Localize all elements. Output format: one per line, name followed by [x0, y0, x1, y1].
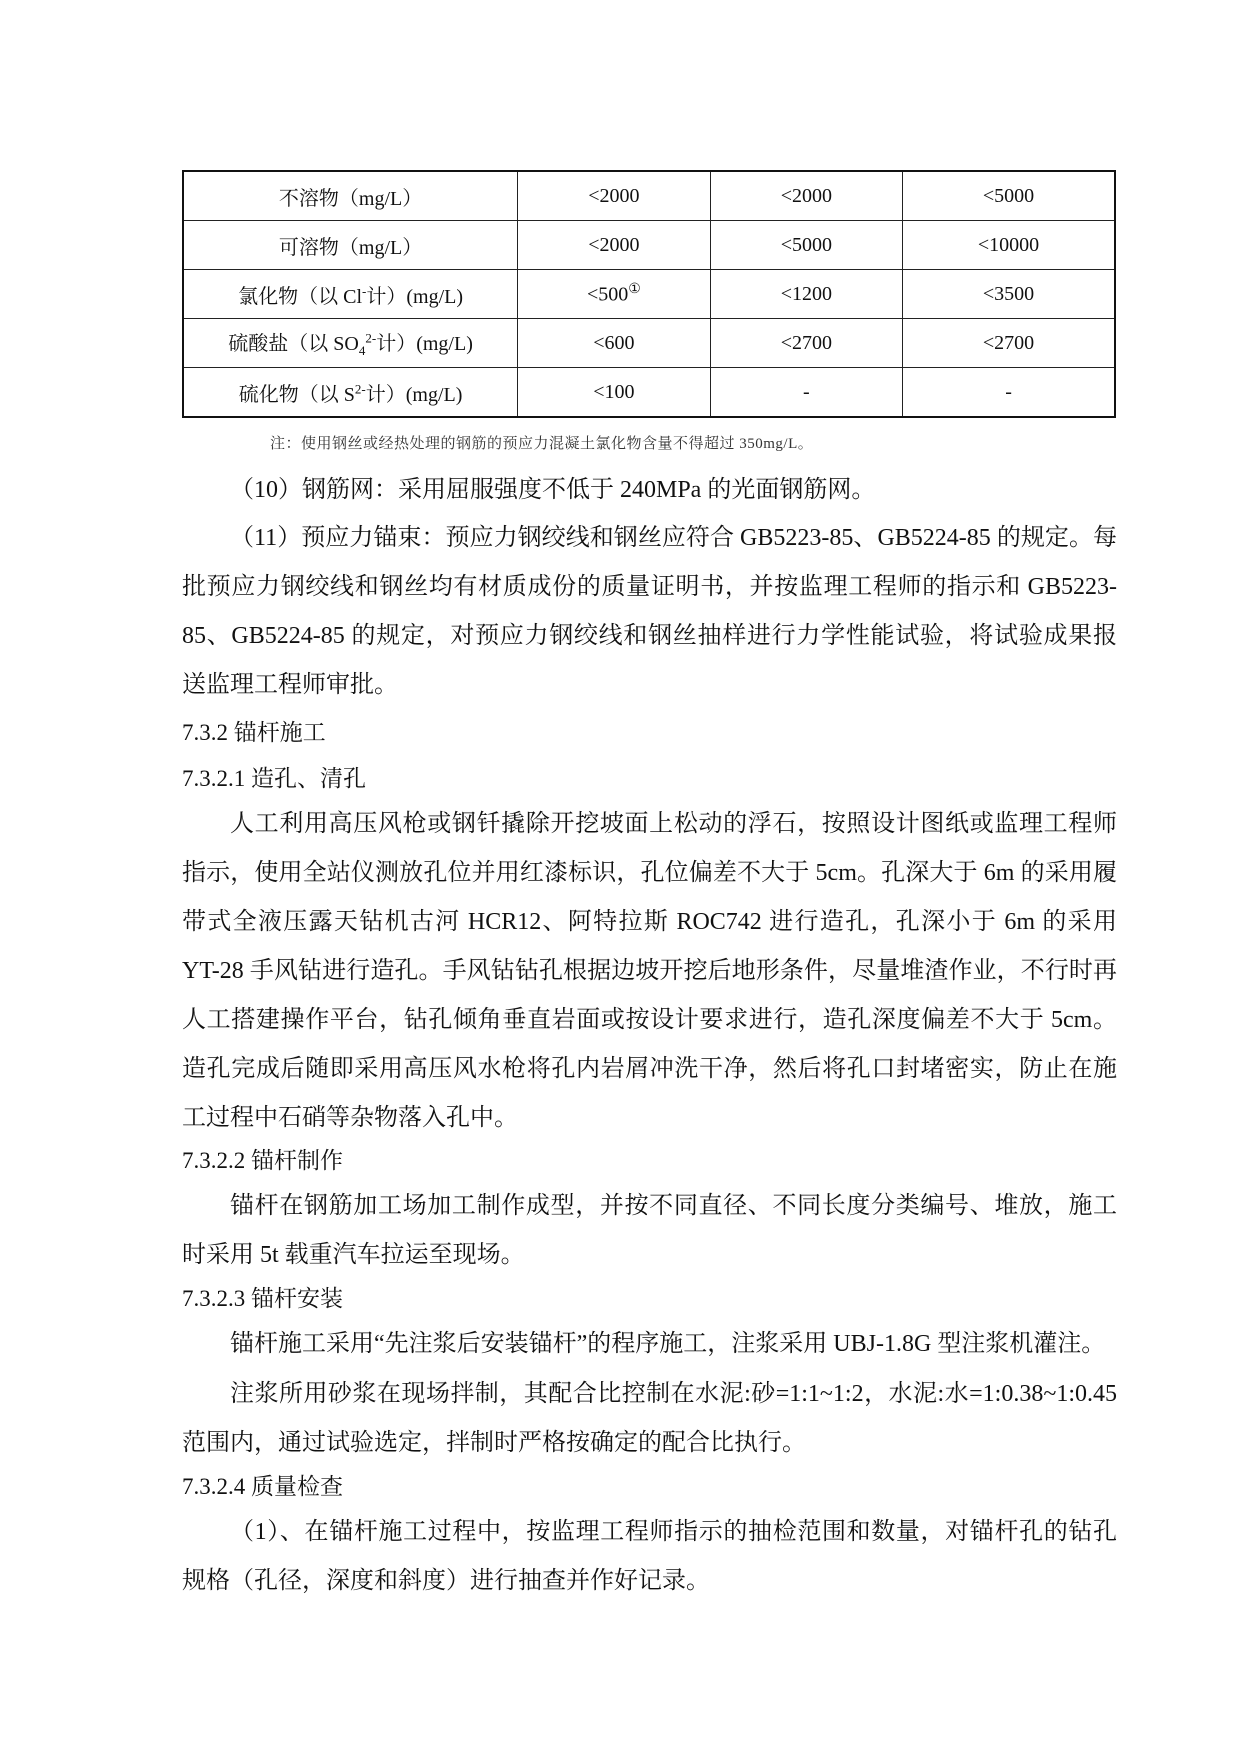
- table-cell: <2700: [903, 319, 1115, 368]
- paragraph-7-3-2-2: 锚杆在钢筋加工场加工制作成型，并按不同直径、不同长度分类编号、堆放，施工时采用 5t 载重汽车拉运至现场。: [182, 1193, 1117, 1268]
- table-cell: -: [903, 368, 1115, 418]
- table-cell: <3500: [903, 270, 1115, 319]
- water-quality-table: [182, 170, 1116, 418]
- table-cell: <500①: [518, 270, 710, 319]
- paragraph-7-3-2-3a: 锚杆施工采用“先注浆后安装锚杆”的程序施工，注浆采用 UBJ-1.8G 型注浆机灌注。: [230, 1331, 1106, 1357]
- table-footnote: 注：使用钢丝或经热处理的钢筋的预应力混凝土氯化物含量不得超过 350mg/L。: [270, 436, 814, 452]
- table-cell: <2000: [710, 171, 902, 221]
- row-label: 可溶物（mg/L）: [183, 221, 518, 270]
- paragraph-7-3-2-1: 人工利用高压风枪或钢钎撬除开挖坡面上松动的浮石，按照设计图纸或监理工程师指示，使用全站仪测放孔位并用红漆标识，孔位偏差不大于 5cm。孔深大于 6m 的采用履带式全液压露天钻机古河 HCR12、阿特拉斯 ROC742 进行造孔，孔深小于 6m 的采用 YT-28 手风钻进行造孔。手风钻钻孔根据边坡开挖后地形条件，尽量堆渣作业，不行时再人工搭建操作平台，钻孔倾角垂直岩面或按设计要求进行，造孔深度偏差不大于 5cm。造孔完成后随即采用高压风水枪将孔内岩屑冲洗干净，然后将孔口封堵密实，防止在施工过程中石硝等杂物落入孔中。: [182, 811, 1117, 1131]
- table-row: [183, 319, 1115, 368]
- table-cell: <2000: [518, 171, 710, 221]
- section-heading-7-3-2-1: 7.3.2.1 造孔、清孔: [182, 766, 366, 791]
- table-row: [183, 270, 1115, 319]
- table-cell: <2000: [518, 221, 710, 270]
- table-cell: <10000: [903, 221, 1115, 270]
- section-heading-7-3-2-2: 7.3.2.2 锚杆制作: [182, 1148, 343, 1173]
- table-row: [183, 221, 1115, 270]
- row-label: 氯化物（以 Cl-计）(mg/L): [183, 270, 518, 319]
- table-cell: -: [710, 368, 902, 418]
- table-cell: <600: [518, 319, 710, 368]
- table-row: [183, 171, 1115, 221]
- table-cell: <2700: [710, 319, 902, 368]
- row-label: 不溶物（mg/L）: [183, 171, 518, 221]
- row-label: 硫酸盐（以 $SO_4^{2-}$计）(mg/L): [183, 319, 518, 368]
- paragraph-10: （10）钢筋网：采用屈服强度不低于 240MPa 的光面钢筋网。: [230, 477, 876, 503]
- paragraph-7-3-2-4: （1）、在锚杆施工过程中，按监理工程师指示的抽检范围和数量，对锚杆孔的钻孔规格（孔径，深度和斜度）进行抽查并作好记录。: [182, 1519, 1117, 1594]
- table-cell: <5000: [710, 221, 902, 270]
- section-heading-7-3-2: 7.3.2 锚杆施工: [182, 720, 326, 745]
- section-heading-7-3-2-3: 7.3.2.3 锚杆安装: [182, 1286, 343, 1311]
- table-cell: <5000: [903, 171, 1115, 221]
- table-row: [183, 368, 1115, 418]
- footnote-marker: ①: [628, 282, 641, 298]
- table-cell: <100: [518, 368, 710, 418]
- section-heading-7-3-2-4: 7.3.2.4 质量检查: [182, 1474, 343, 1499]
- table-cell: <1200: [710, 270, 902, 319]
- paragraph-11: （11）预应力锚束：预应力钢绞线和钢丝应符合 GB5223-85、GB5224-85 的规定。每批预应力钢绞线和钢丝均有材质成份的质量证明书，并按监理工程师的指示和 GB5223-85、GB5224-85 的规定，对预应力钢绞线和钢丝抽样进行力学性能试验，将试验成果报送监理工程师审批。: [182, 525, 1117, 698]
- row-label: 硫化物（以 $S^{2-}$计）(mg/L): [183, 368, 518, 418]
- paragraph-7-3-2-3b: 注浆所用砂浆在现场拌制，其配合比控制在水泥:砂=1:1~1:2，水泥:水=1:0.38~1:0.45 范围内，通过试验选定，拌制时严格按确定的配合比执行。: [182, 1381, 1117, 1456]
